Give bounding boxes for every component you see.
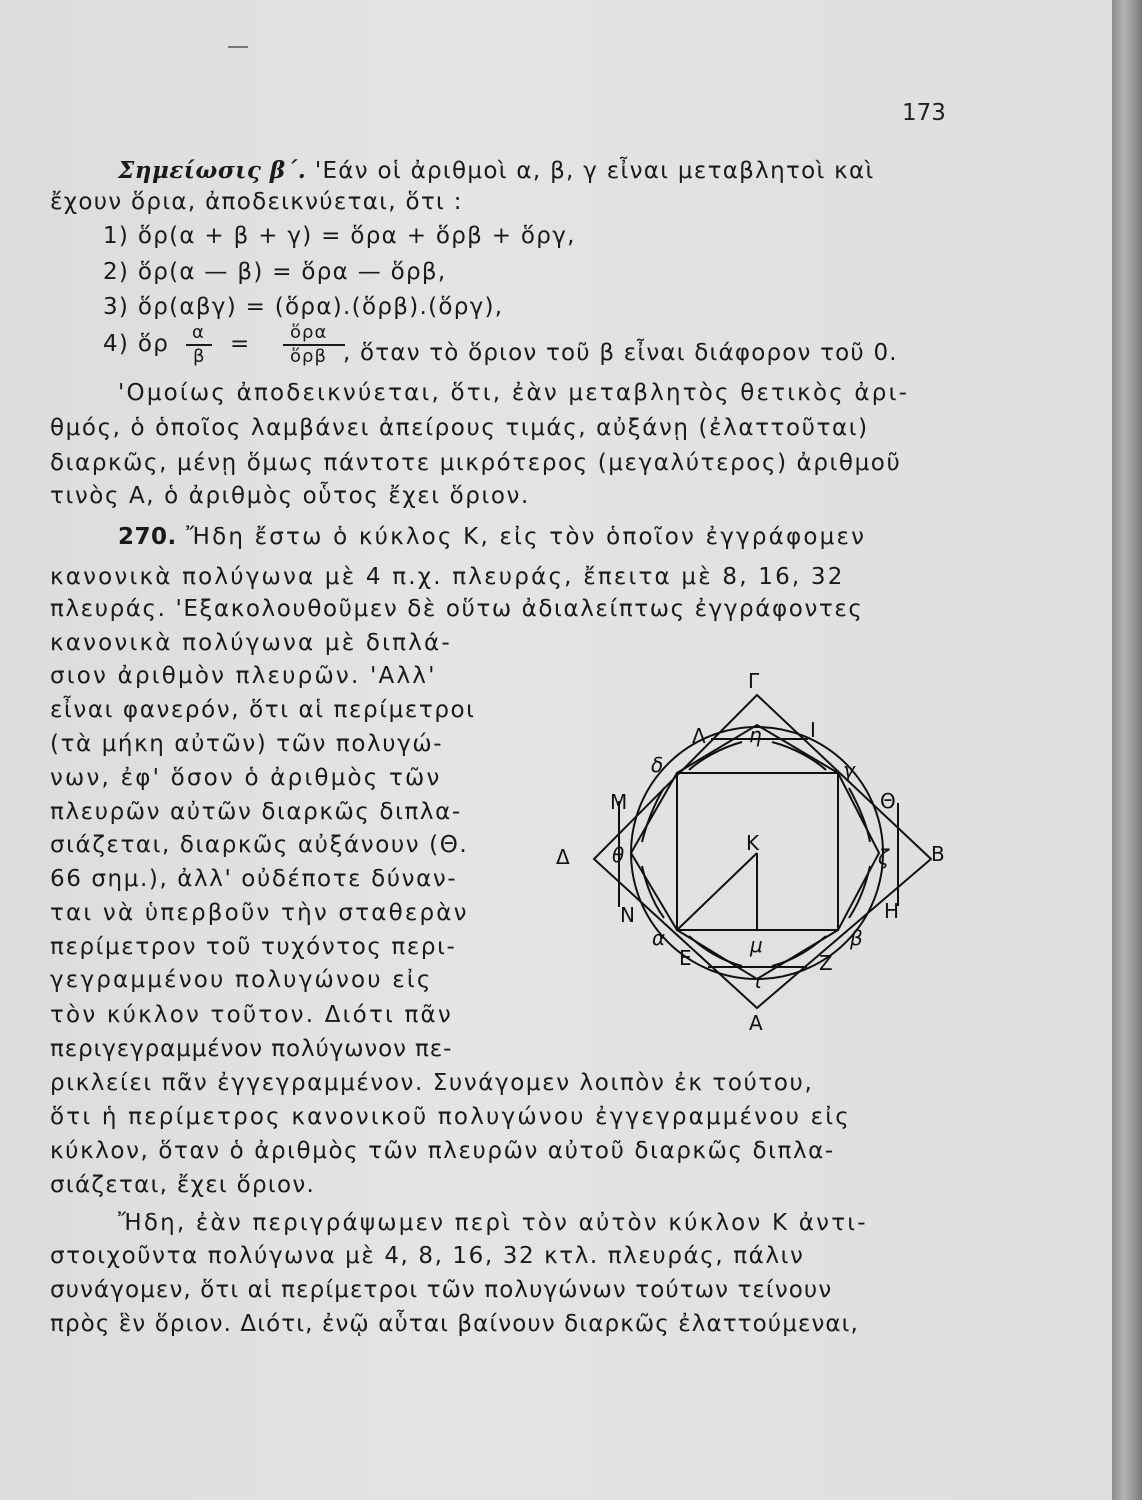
- label-epsilon: Ε: [679, 946, 692, 970]
- page-top-dash: [228, 46, 248, 48]
- page-number: 173: [902, 100, 946, 126]
- page-edge: [1112, 0, 1142, 1500]
- section-narrow-line: πλευρῶν αὐτῶν διαρκῶς διπλα-: [50, 799, 462, 825]
- label-zeta-cap: Ζ: [819, 951, 833, 975]
- polygon-figure: [540, 660, 960, 1040]
- note-intro-2: ἔχουν ὅρια, ἀποδεικνύεται, ὅτι :: [50, 189, 463, 215]
- section-narrow-line: 66 σημ.), ἀλλ' οὐδέποτε δύναν-: [50, 866, 458, 892]
- note-intro-1: 'Εάν οἱ ἀριθμοὶ α, β, γ εἶναι μεταβλητοὶ καὶ: [306, 158, 875, 184]
- label-delta-small: δ: [651, 753, 664, 777]
- section-after-line: κύκλον, ὅταν ὁ ἀριθμὸς τῶν πλευρῶν αὐτοῦ διαρκῶς διπλα-: [50, 1138, 835, 1164]
- para3-line: Ἤδη, ἐὰν περιγράψωμεν περὶ τὸν αὐτὸν κύκλον Κ ἀντι-: [118, 1210, 868, 1236]
- section-narrow-line: σιάζεται, διαρκῶς αὐξάνουν (Θ.: [50, 832, 469, 858]
- formula-4-frac2-den: ὅρβ: [290, 346, 327, 367]
- note-heading: Σημείωσις β΄.: [118, 157, 307, 184]
- section-first-line-text: Ἤδη ἔστω ὁ κύκλος Κ, εἰς τὸν ὁποῖον ἐγγράφομεν: [176, 524, 867, 550]
- formula-4-frac1-den: β: [193, 346, 206, 367]
- formula-4-suffix: , ὅταν τὸ ὅριον τοῦ β εἶναι διάφορον τοῦ 0.: [343, 340, 898, 366]
- section-narrow-line: νων, ἐφ' ὅσον ὁ ἀριθμὸς τῶν: [50, 765, 442, 791]
- label-lambda: Λ: [692, 724, 706, 748]
- section-narrow-line: σιον ἀριθμὸν πλευρῶν. 'Αλλ': [50, 663, 437, 689]
- label-beta-cap: Β: [931, 842, 945, 866]
- label-iota-cap: Ι: [810, 718, 816, 742]
- label-mu-small: μ: [750, 933, 763, 957]
- label-theta-cap: Θ: [880, 789, 896, 813]
- para3-line: πρὸς ἓν ὅριον. Διότι, ἐνῷ αὗται βαίνουν διαρκῶς ἐλαττούμεναι,: [50, 1311, 859, 1337]
- para1-line: θμός, ὁ ὁποῖος λαμβάνει ἀπείρους τιμάς, αὐξάνῃ (ἐλαττοῦται): [50, 415, 869, 441]
- formula-1: 1) ὅρ(α + β + γ) = ὅρα + ὅρβ + ὅργ,: [103, 223, 576, 249]
- section-narrow-line: γεγραμμένου πολυγώνου εἰς: [50, 967, 433, 993]
- section-line: κανονικὰ πολύγωνα μὲ 4 π.χ. πλευράς, ἔπειτα μὲ 8, 16, 32: [50, 564, 845, 590]
- label-iota-small: ι: [755, 969, 762, 993]
- section-number: 270.: [118, 524, 177, 550]
- label-eta-small: η: [749, 723, 762, 747]
- label-kappa: Κ: [746, 831, 760, 855]
- section-narrow-line: τὸν κύκλον τοῦτον. Διότι πᾶν: [50, 1002, 453, 1028]
- para3-line: συνάγομεν, ὅτι αἱ περίμετροι τῶν πολυγώνων τούτων τείνουν: [50, 1277, 833, 1303]
- formula-4-equals: =: [230, 331, 251, 357]
- label-theta-small: θ: [612, 843, 625, 867]
- label-zeta-small: ζ: [878, 845, 889, 869]
- arc-detail: [772, 936, 826, 966]
- label-gamma-top: Γ: [748, 669, 760, 693]
- label-delta-cap: Δ: [556, 845, 570, 869]
- section-narrow-line: εἶναι φανερόν, ὅτι αἱ περίμετροι: [50, 697, 476, 723]
- formula-4-frac1-num: α: [192, 322, 205, 343]
- para1-line: διαρκῶς, μένῃ ὅμως πάντοτε μικρότερος (μεγαλύτερος) ἀριθμοῦ: [50, 450, 902, 476]
- formula-3: 3) ὅρ(αβγ) = (ὅρα).(ὅρβ).(ὅργ),: [103, 294, 504, 320]
- label-alpha-cap: Α: [749, 1011, 763, 1035]
- formula-4-prefix: 4) ὅρ: [103, 331, 170, 357]
- section-narrow-line: περιγεγραμμένον πολύγωνον πε-: [50, 1036, 453, 1062]
- section-narrow-line: (τὰ μήκη αὐτῶν) τῶν πολυγώ-: [50, 731, 444, 757]
- arc-detail: [689, 936, 742, 966]
- radius-to-alpha: [677, 853, 757, 930]
- formula-2: 2) ὅρ(α — β) = ὅρα — ὅρβ,: [103, 259, 447, 285]
- label-beta-small: β: [850, 926, 863, 950]
- section-after-line: σιάζεται, ἔχει ὅριον.: [50, 1172, 316, 1198]
- section-narrow-line: κανονικὰ πολύγωνα μὲ διπλά-: [50, 630, 452, 656]
- formula-4-frac2-num: ὅρα: [290, 322, 328, 343]
- para1-line: τινὸς Α, ὁ ἀριθμὸς οὗτος ἔχει ὅριον.: [50, 483, 530, 509]
- section-narrow-line: ται νὰ ὑπερβοῦν τὴν σταθερὰν: [50, 900, 469, 926]
- note-line-1: [118, 157, 875, 184]
- section-after-line: ὅτι ἡ περίμετρος κανονικοῦ πολυγώνου ἐγγεγραμμένου εἰς: [50, 1104, 851, 1130]
- arc-detail: [772, 742, 826, 770]
- section-after-line: ρικλείει πᾶν ἐγγεγραμμένον. Συνάγομεν λοιπὸν ἐκ τούτου,: [50, 1070, 814, 1096]
- label-alpha-small: α: [652, 926, 666, 950]
- label-eta-cap: Η: [884, 899, 900, 923]
- section-270-first-line: [118, 524, 866, 550]
- para3-line: στοιχοῦντα πολύγωνα μὲ 4, 8, 16, 32 κτλ. πλευράς, πάλιν: [50, 1243, 805, 1269]
- label-gamma-small: γ: [843, 758, 855, 782]
- label-nu: Ν: [620, 903, 635, 927]
- para1-line: 'Ομοίως ἀποδεικνύεται, ὅτι, ἐὰν μεταβλητὸς θετικὸς ἀρι-: [118, 380, 910, 406]
- section-narrow-line: περίμετρον τοῦ τυχόντος περι-: [50, 934, 457, 960]
- label-mu-cap: Μ: [610, 790, 628, 814]
- section-line: πλευράς. 'Εξακολουθοῦμεν δὲ οὕτω ἀδιαλείπτως ἐγγράφοντες: [50, 596, 864, 622]
